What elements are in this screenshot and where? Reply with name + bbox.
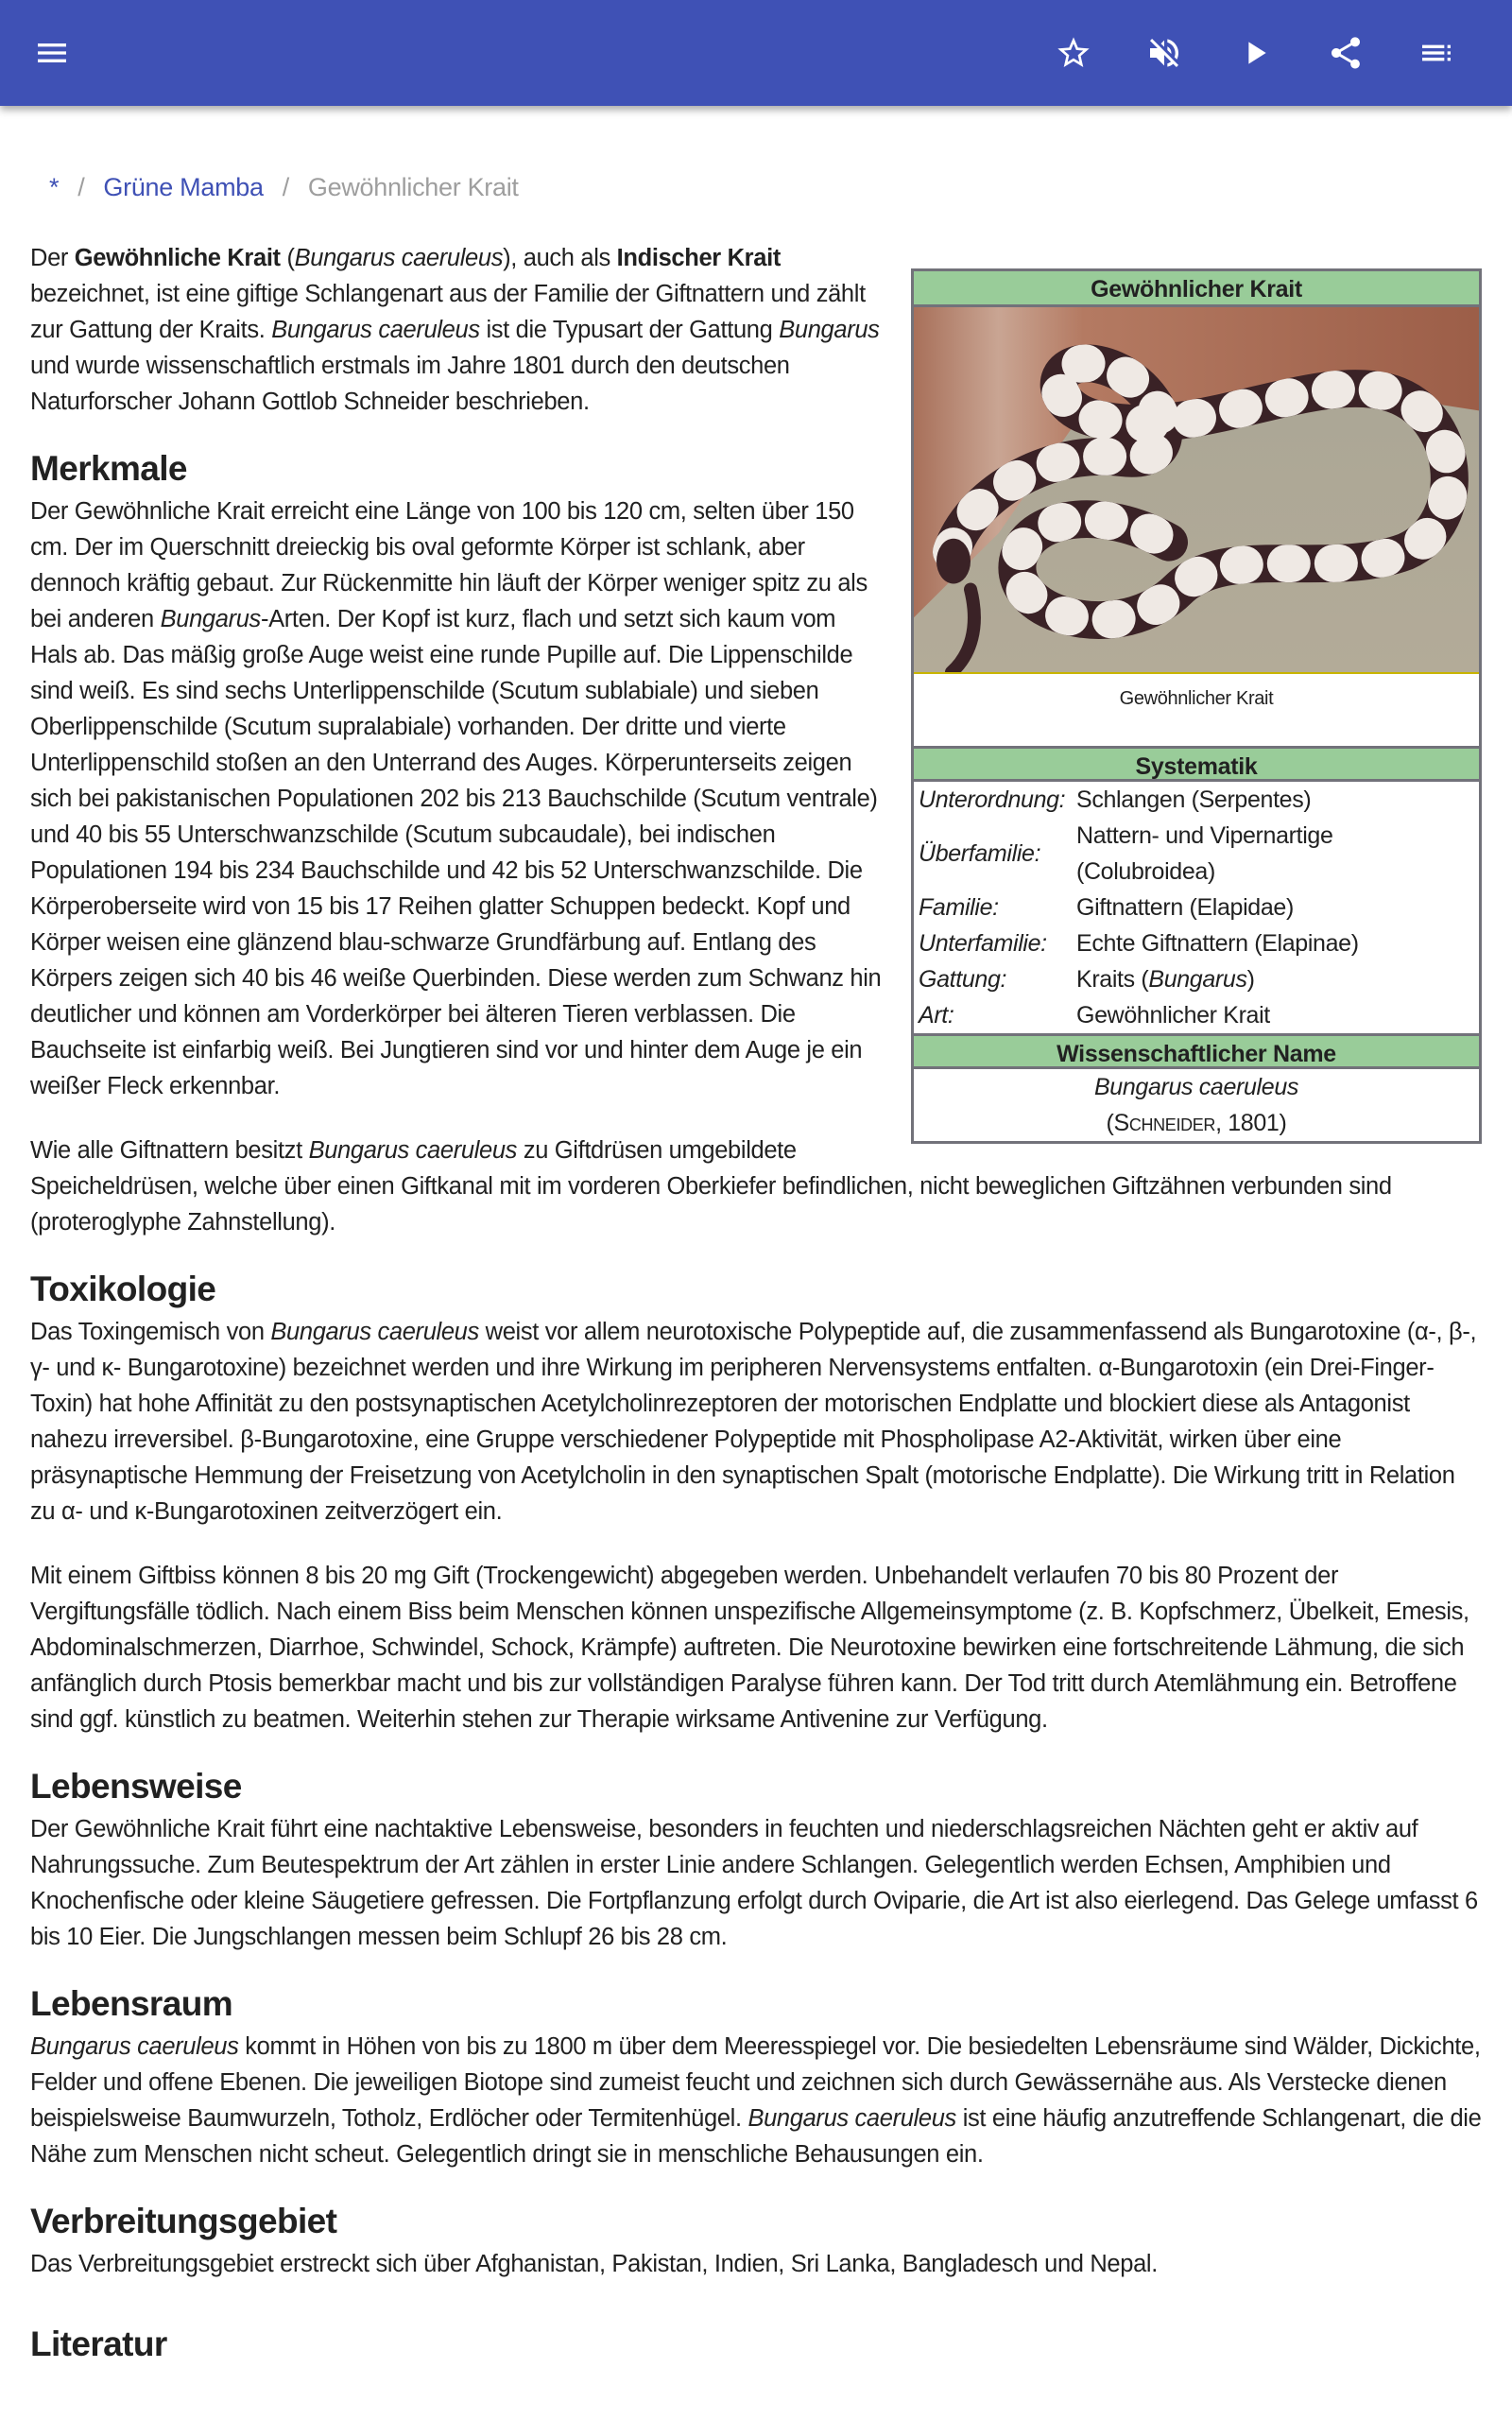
star-outline-icon bbox=[1055, 34, 1092, 72]
text: ist eine häufig anzutreffende Schlangenart, die die Nähe zum Menschen nicht scheut. Gelegentlich dringt sie in menschliche Behausungen ein. bbox=[30, 2105, 1482, 2168]
favorite-button[interactable] bbox=[1047, 26, 1100, 79]
italic-term: Bungarus caeruleus bbox=[294, 245, 504, 271]
section-heading-lebensweise: Lebensweise bbox=[30, 1767, 242, 1806]
text: -Arten. Der Kopf ist kurz, flach und setzt sich kaum vom Hals ab. Das mäßig große Auge weist eine runde Pupille auf. Die Lippenschilde sind weiß. Es sind sechs Unterlippenschilde (Scutum sublabiale) und sieben Oberlippenschilde (Scutum supralabiale) vorhanden. Der dritte und vierte Unterlippenschild stoßen an den Unterrand des Auges. Körperunterseits zeigen sich bei pakistanischen Populationen 202 bis 213 Bauchschilde (Scutum ventrale) und 40 bis 55 Unterschwanzschilde (Scutum subcaudale), bei indischen Populationen 194 bis 234 Bauchschilde und 42 bis 52 Unterschwanzschilde. Die Körperoberseite wird von 15 bis 17 Reihen glatter Schuppen bedeckt. Kopf und Körper weisen eine glänzend blau-schwarze Grundfärbung auf. Entlang des Körpers zeigen sich 40 bis 46 weiße Querbinden. Diese werden zum Schwanz hin deutlicher und können am Vorderkörper bei älteren Tieren verblassen. Die Bauchseite ist einfarbig weiß. Bei Jungtieren sind vor und hinter dem Auge je ein weißer Fleck erkennbar. bbox=[30, 606, 882, 1099]
toxikologie-paragraph-2: Mit einem Giftbiss können 8 bis 20 mg Gift (Trockengewicht) abgegeben werden. Unbehandelt verlaufen 70 bis 80 Prozent der Vergiftungsfälle tödlich. Nach einem Biss beim Menschen können unspezifische Allgemeinsymptome (z. B. Kopfschmerz, Übelkeit, Emesis, Abdominalschmerzen, Diarrhoe, Schwindel, Schock, Krämpfe) auftreten. Die Neurotoxine bewirken eine fortschreitende Lähmung, die sich anfänglich durch Ptosis bemerkbar macht und bis zur vollständigen Paralyse führen kann. Der Tod tritt durch Atemlähmung ein. Betroffene sind ggf. künstlich zu beatmen. Weiterhin stehen zur Therapie wirksame Antivenine zur Verfügung. bbox=[30, 1563, 1469, 1733]
italic-term: Bungarus caeruleus bbox=[271, 317, 480, 343]
snake-photo[interactable] bbox=[914, 307, 1479, 674]
infobox-scientific-name-heading: Wissenschaftlicher Name bbox=[914, 1033, 1479, 1069]
toxikologie-paragraph-1 bbox=[30, 1314, 1482, 1530]
section-heading-toxikologie: Toxikologie bbox=[30, 1270, 216, 1308]
text: Wie alle Giftnattern besitzt bbox=[30, 1137, 309, 1164]
taxonomy-row bbox=[914, 961, 1479, 997]
lebensraum-paragraph bbox=[30, 2029, 1482, 2172]
list-icon bbox=[1418, 34, 1455, 72]
play-icon bbox=[1236, 34, 1274, 72]
infobox-image-caption: Gewöhnlicher Krait bbox=[1119, 688, 1274, 709]
article-content bbox=[30, 240, 1482, 2369]
taxonomy-value-text: ) bbox=[1246, 966, 1255, 993]
section-heading-verbreitungsgebiet: Verbreitungsgebiet bbox=[30, 2202, 337, 2240]
text: Das Toxingemisch von bbox=[30, 1319, 271, 1345]
text: ), auch als bbox=[503, 245, 617, 271]
infobox-title: Gewöhnlicher Krait bbox=[914, 271, 1479, 307]
taxonomy-row bbox=[914, 890, 1479, 925]
text: Der Gewöhnliche Krait erreicht eine Länge von 100 bis 120 cm, selten über 150 cm. Der im Querschnitt dreieckig bis oval geformte Körper ist schlank, aber dennoch kräftig gebaut. Zur Rückenmitte hin läuft der Körper weniger spitz zu als bei anderen bbox=[30, 498, 868, 632]
section-heading-lebensraum: Lebensraum bbox=[30, 1984, 233, 2023]
verbreitungsgebiet-paragraph: Das Verbreitungsgebiet erstreckt sich über Afghanistan, Pakistan, Indien, Sri Lanka, Bangladesch und Nepal. bbox=[30, 2251, 1158, 2277]
bold-term: Indischer Krait bbox=[616, 245, 781, 271]
table-of-contents-button[interactable] bbox=[1410, 26, 1463, 79]
italic-term: Bungarus caeruleus bbox=[747, 2105, 956, 2132]
infobox bbox=[911, 268, 1482, 1144]
taxonomy-label: Unterordnung: bbox=[919, 786, 1066, 813]
taxonomy-row bbox=[914, 818, 1479, 890]
breadcrumb-separator: / bbox=[282, 173, 289, 201]
scientific-name bbox=[914, 1069, 1479, 1105]
scientific-name-text: Bungarus caeruleus bbox=[1093, 1074, 1299, 1100]
menu-button[interactable] bbox=[26, 26, 78, 79]
taxonomy-value-italic: Bungarus bbox=[1148, 966, 1247, 993]
section-heading-merkmale: Merkmale bbox=[30, 449, 187, 488]
taxonomy-label: Gattung: bbox=[919, 966, 1007, 993]
taxonomy-row bbox=[914, 997, 1479, 1033]
taxonomy-label: Unterfamilie: bbox=[919, 930, 1047, 957]
text: bezeichnet, ist eine giftige Schlangenart aus der Familie der Giftnattern und zählt zur Gattung der Kraits. bbox=[30, 281, 866, 343]
taxonomy-label: Überfamilie: bbox=[919, 840, 1041, 867]
breadcrumb-separator: / bbox=[77, 173, 85, 201]
taxonomy-value[interactable]: Schlangen (Serpentes) bbox=[1076, 786, 1312, 813]
italic-term: Bungarus caeruleus bbox=[308, 1137, 518, 1164]
text: zu Giftdrüsen umgebildete Speicheldrüsen, welche über einen Giftkanal mit im vorderen Oberkiefer befindlichen, nicht beweglichen Giftzähnen verbunden sind (proteroglyphe Zahnstellung). bbox=[30, 1137, 1392, 1236]
merkmale-paragraph-2 bbox=[30, 1132, 1482, 1240]
breadcrumb bbox=[49, 170, 519, 204]
text: Der bbox=[30, 245, 75, 271]
breadcrumb-current: Gewöhnlicher Krait bbox=[307, 173, 519, 201]
lebensweise-paragraph: Der Gewöhnliche Krait führt eine nachtaktive Lebensweise, besonders in feuchten und niederschlagsreichen Nächten geht er aktiv auf Nahrungssuche. Zum Beutespektrum der Art zählen in erster Linie andere Schlangen. Gelegentlich werden Echsen, Amphibien und Knochenfische oder kleine Säugetiere gefressen. Die Fortpflanzung erfolgt durch Oviparie, die Art ist also eierlegend. Das Gelege umfasst 6 bis 10 Eier. Die Jungschlangen messen beim Schlupf 26 bis 28 cm. bbox=[30, 1816, 1478, 1950]
text: und wurde wissenschaftlich erstmals im Jahre 1801 durch den deutschen Naturforscher Johann Gottlob Schneider beschrieben. bbox=[30, 353, 790, 415]
text: weist vor allem neurotoxische Polypeptide auf, die zusammenfassend als Bungarotoxine (α-, β-, γ- und κ- Bungarotoxine) bezeichnet werden und ihre Wirkung im peripheren Nervensystems entfalten. α-Bungarotoxin (ein Drei-Finger-Toxin) hat hohe Affinität zu den postsynaptischen Acetylcholinrezeptoren der motorischen Endplatte und blockiert diese als Antagonist nahezu irreversibel. β-Bungarotoxine, eine Gruppe verschiedener Polypeptide mit Phospholipase A2-Aktivität, wirken über eine präsynaptische Hemmung der Freisetzung von Acetylcholin in den synaptischen Spalt (motorische Endplatte). Die Wirkung tritt in Relation zu α- und κ-Bungarotoxinen zeitverzögert ein. bbox=[30, 1319, 1477, 1525]
text: kommt in Höhen von bis zu 1800 m über dem Meeresspiegel vor. Die besiedelten Lebensräume sind Wälder, Dickichte, Felder und offene Ebenen. Die jeweiligen Biotope sind zumeist feucht und zeichnen sich durch Gewässernähe aus. Als Verstecke dienen beispielsweise Baumwurzeln, Totholz, Erdlöcher oder Termitenhügel. bbox=[30, 2033, 1481, 2132]
italic-term: Bungarus bbox=[160, 606, 261, 632]
breadcrumb-home-link[interactable]: * bbox=[49, 173, 60, 201]
taxonomy-row bbox=[914, 925, 1479, 961]
taxonomy-table bbox=[914, 782, 1479, 1033]
infobox-systematik-heading: Systematik bbox=[914, 746, 1479, 782]
taxonomy-value[interactable]: Giftnattern (Elapidae) bbox=[1076, 894, 1294, 921]
taxonomy-value[interactable]: Nattern- und Vipernartige (Colubroidea) bbox=[1076, 822, 1333, 885]
menu-icon bbox=[33, 34, 71, 72]
italic-term: Bungarus caeruleus bbox=[30, 2033, 239, 2060]
taxonomy-value[interactable]: Echte Giftnattern (Elapinae) bbox=[1076, 930, 1359, 957]
mute-button[interactable] bbox=[1138, 26, 1191, 79]
volume-off-icon bbox=[1145, 34, 1183, 72]
share-button[interactable] bbox=[1319, 26, 1372, 79]
text: ist die Typusart der Gattung bbox=[479, 317, 780, 343]
italic-term: Bungarus caeruleus bbox=[270, 1319, 479, 1345]
authority bbox=[914, 1105, 1479, 1141]
taxonomy-value-text: Kraits ( bbox=[1076, 966, 1149, 993]
taxonomy-label: Familie: bbox=[919, 894, 999, 921]
italic-term: Bungarus bbox=[779, 317, 880, 343]
breadcrumb-gruene-mamba-link[interactable]: Grüne Mamba bbox=[103, 173, 264, 201]
text: ( bbox=[280, 245, 295, 271]
taxonomy-label: Art: bbox=[919, 1002, 954, 1028]
share-icon bbox=[1327, 34, 1365, 72]
taxonomy-value: Gewöhnlicher Krait bbox=[1076, 1002, 1270, 1028]
play-button[interactable] bbox=[1228, 26, 1281, 79]
app-bar bbox=[0, 0, 1512, 106]
authority-author[interactable]: Schneider bbox=[1113, 1110, 1216, 1136]
section-heading-literatur: Literatur bbox=[30, 2325, 167, 2363]
taxonomy-row bbox=[914, 782, 1479, 818]
authority-open: ( bbox=[1106, 1110, 1114, 1136]
taxonomy-value[interactable] bbox=[1073, 961, 1479, 997]
authority-year: , 1801) bbox=[1215, 1110, 1287, 1136]
bold-term: Gewöhnliche Krait bbox=[74, 245, 281, 271]
